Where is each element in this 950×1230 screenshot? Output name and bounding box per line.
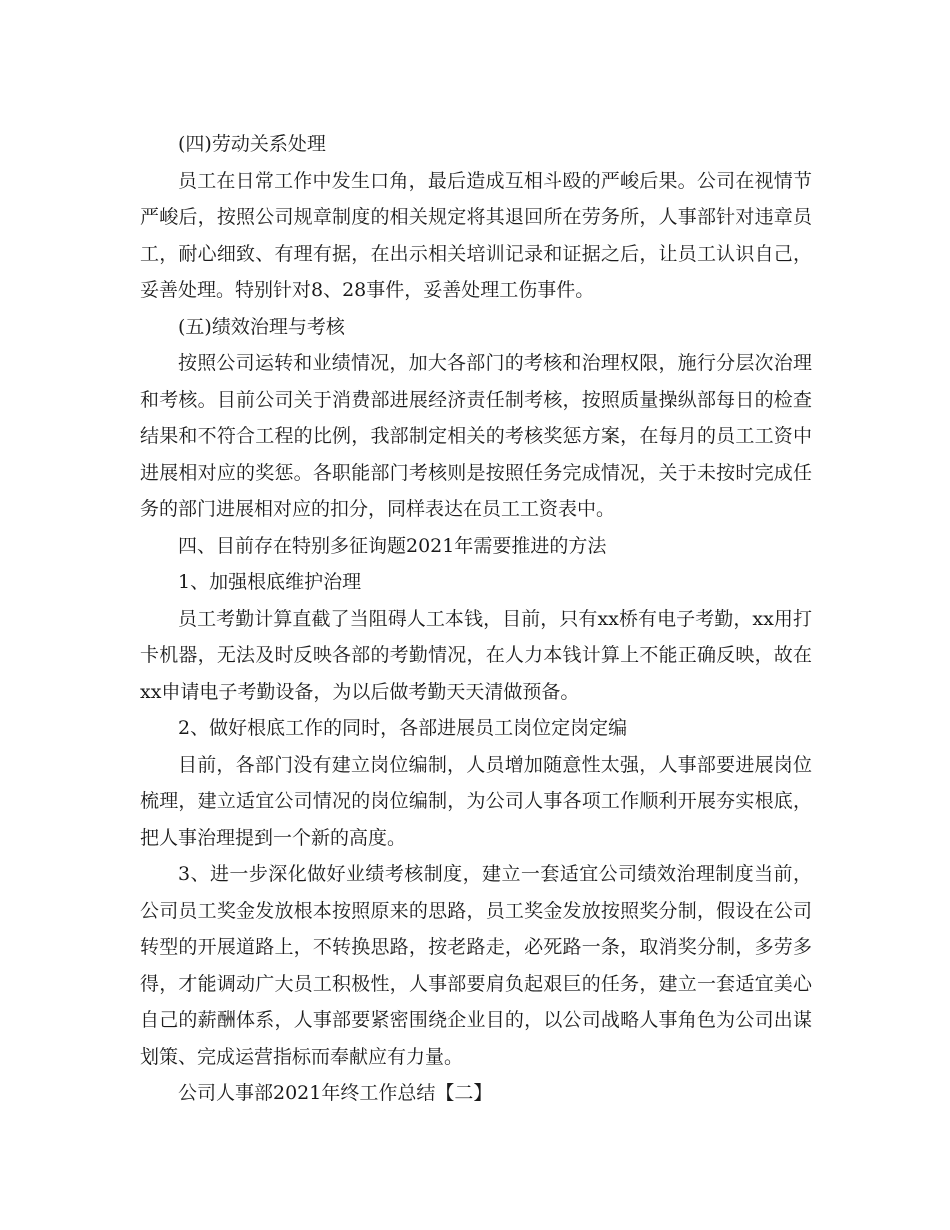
- paragraph-performance: 按照公司运转和业绩情况，加大各部门的考核和治理权限，施行分层次治理和考核。目前公司关于消费部进展经济责任制考核，按照质量操纵部每日的检查结果和不符合工程的比例，我部制定相关的考核奖惩方案，在每月的员工工资中进展相对应的奖惩。各职能部门考核则是按照任务完成情况，关于未按时完成任务的部门进展相对应的扣分，同样表达在员工工资表中。: [140, 352, 812, 520]
- item-heading-1: 1、加强根底维护治理: [178, 571, 362, 593]
- paragraph-labor-relations: 员工在日常工作中发生口角，最后造成互相斗殴的严峻后果。公司在视情节严峻后，按照公司规章制度的相关规定将其退回所在劳务所，人事部针对违章员工，耐心细致、有理有据，在出示相关培训记录和证据之后，让员工认识自己，妥善处理。特别针对8、28事件，妥善处理工伤事件。: [140, 169, 812, 301]
- document-body: [140, 126, 812, 1112]
- item-heading-2: 2、做好根底工作的同时，各部进展员工岗位定岗定编: [178, 717, 628, 739]
- paragraph-item-2: 目前，各部门没有建立岗位编制，人员增加随意性太强，人事部要进展岗位梳理，建立适宜公司情况的岗位编制，为公司人事各项工作顺利开展夯实根底，把人事治理提到一个新的高度。: [140, 753, 812, 849]
- section-heading-labor-relations: (四)劳动关系处理: [178, 133, 326, 155]
- paragraph-item-3: 3、进一步深化做好业绩考核制度，建立一套适宜公司绩效治理制度当前，公司员工奖金发放根本按照原来的思路，员工奖金发放按照奖分制，假设在公司转型的开展道路上，不转换思路，按老路走，必死路一条，取消奖分制，多劳多得，才能调动广大员工积极性，人事部要肩负起艰巨的任务，建立一套适宜美心自己的薪酬体系，人事部要紧密围绕企业目的，以公司战略人事角色为公司出谋划策、完成运营指标而奉献应有力量。: [140, 863, 812, 1068]
- section-heading-performance: (五)绩效治理与考核: [178, 315, 345, 338]
- next-section-title: 公司人事部2021年终工作总结【二】: [178, 1082, 493, 1104]
- paragraph-item-1: 员工考勤计算直截了当阻碍人工本钱，目前，只有xx桥有电子考勤，xx用打卡机器，无法及时反映各部的考勤情况，在人力本钱计算上不能正确反映，故在xx申请电子考勤设备，为以后做考勤天天清做预备。: [140, 607, 812, 703]
- section-heading-problems: 四、目前存在特别多征询题2021年需要推进的方法: [178, 534, 607, 557]
